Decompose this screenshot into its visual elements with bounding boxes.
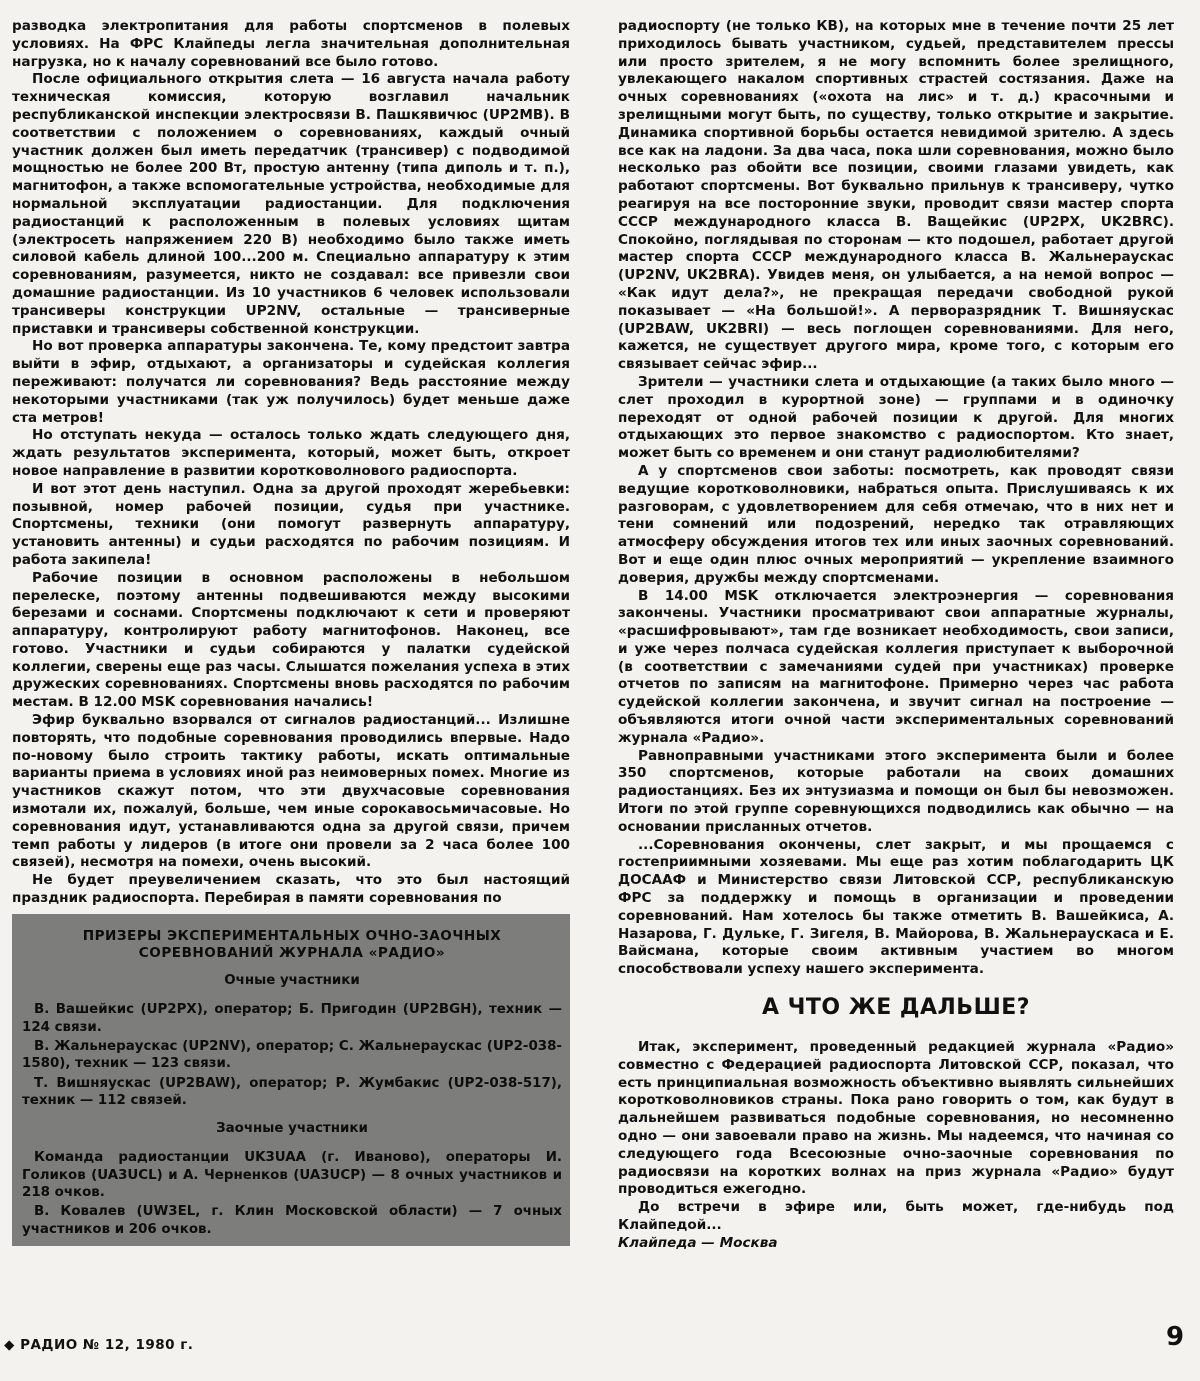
winners-box-title: ПРИЗЕРЫ ЭКСПЕРИМЕНТАЛЬНЫХ ОЧНО-ЗАОЧНЫХ СОРЕВНОВАНИЙ ЖУРНАЛА «РАДИО»: [82, 927, 502, 961]
right-column: [618, 18, 1174, 1253]
left-column: [12, 18, 570, 1246]
article-paragraph: Зрители — участники слета и отдыхающие (а таких было много — слет проходил в курортной зоне) — группами и в одиночку переходят от одной рабочей позиции к другой. Для многих отдыхающих это первое знакомство с радиоспортом. Кто знает, может быть со временем и они станут радиолюбителями?: [618, 373, 1174, 462]
article-paragraph: радиоспорту (не только КВ), на которых мне в течение почти 25 лет приходилось бывать участником, судьей, представителем прессы или просто зрителем, я не могу вспомнить более зрелищного, увлекающего накалом спортивных страстей состязания. Даже на очных соревнованиях («охота на лис» и т. д.) красочными и зрелищными могут быть, по существу, только открытие и закрытие. Динамика спортивной борьбы остается невидимой зрителю. А здесь все как на ладони. За два часа, пока шли соревнования, можно было несколько раз обойти все позиции, своими глазами увидеть, как работают спортсмены. Вот буквально прильнув к трансиверу, чутко реагируя на все посторонние звуки, проводит связи мастер спорта СССР международного класса В. Ващейкис (UP2PX, UK2BRC). Спокойно, поглядывая по сторонам — кто подошел, работает другой мастер спорта СССР международного класса В. Жальнераускас (UP2NV, UK2BRA). Увидев меня, он улыбается, а на немой вопрос — «Как идут дела?», не прекращая передачи свободной рукой показывает — «На большой!». А перворазрядник Т. Вишняускас (UP2BAW, UK2BRI) — весь поглощен соревнованиями. Для него, кажется, не существует другого мира, кроме того, с которым его связывает сейчас эфир...: [618, 18, 1174, 373]
article-paragraph: Но отступать некуда — осталось только ждать следующего дня, ждать результатов эксперимента, который, может быть, откроет новое направление в развитии коротковолнового радиоспорта.: [12, 427, 570, 479]
article-paragraph: Но вот проверка аппаратуры закончена. Те, кому предстоит завтра выйти в эфир, отдыхают, а организаторы и судейская коллегия переживают: получатся ли соревнования? Ведь расстояние между некоторыми участниками (так уж получилось) будет меньше даже ста метров!: [12, 338, 570, 426]
article-paragraph: Не будет преувеличением сказать, что это был настоящий праздник радиоспорта. Перебирая в памяти соревнования по: [12, 872, 570, 907]
signoff: Клайпеда — Москва: [618, 1234, 778, 1251]
winner-entry: Команда радиостанции UK3UAA (г. Иваново), операторы И. Голиков (UA3UCL) и А. Черненков (UA3UCP) — 8 очных участников и 218 очков.: [22, 1150, 562, 1200]
article-paragraph: После официального открытия слета — 16 августа начала работу техническая комиссия, которую возглавил начальник республиканской инспекции электросвязи В. Пашкявичюс (UP2MB). В соответствии с положением о соревнованиях, каждый очный участник должен был иметь передатчик (трансивер) с подводимой мощностью не более 200 Вт, простую антенну (типа диполь и т. п.), магнитофон, а также вспомогательные устройства, необходимые для нормальной эксплуатации радиостанции. Для подключения радиостанций к расположенным в полевых условиях щитам (электросеть напряжением 220 В) необходимо было также иметь силовой кабель длиной 100...200 м. Специально аппаратуру к этим соревнованиям, разумеется, никто не создавал: все привезли свои домашние радиостанции. Из 10 участников 6 человек использовали трансиверы конструкции UP2NV, остальные — трансиверные приставки и трансиверы собственной конструкции.: [12, 71, 570, 337]
remote-participants-heading: Заочные участники: [216, 1120, 368, 1136]
article-paragraph: В 14.00 MSK отключается электроэнергия — соревнования закончены. Участники просматривают свои аппаратные журналы, «расшифровывают», там где возникает необходимость, свои записи, и уже через полчаса судейская коллегия приступает к выборочной (в соответствии с замечаниями судей при участниках) проверке отчетов по записям на магнитофоне. Примерно через час работа судейской коллегии закончена, и звучит сигнал на построение — объявляются итоги очной части экспериментальных соревнований журнала «Радио».: [618, 587, 1174, 746]
winners-box: [12, 914, 570, 1246]
article-paragraph: Эфир буквально взорвался от сигналов радиостанций... Излишне повторять, что подобные соревнования проводились впервые. Надо по-новому было строить тактику работы, искать оптимальные варианты приема в условиях иной раз неимоверных помех. Многие из участников скажут потом, что эти двухчасовые соревнования измотали их, пожалуй, больше, чем иные сорокавосьмичасовые. Но соревнования идут, устанавливаются одна за другой связи, причем темп работы у лидеров (в итоге они провели за 2 часа более 100 связей), несмотря на помехи, очень высокий.: [12, 712, 570, 871]
article-paragraph: И вот этот день наступил. Одна за другой проходят жеребьевки: позывной, номер рабочей позиции, судья при участнике. Спортсмены, техники (они помогут развернуть аппаратуру, установить антенны) и судьи расходятся по рабочим позициям. И работа закипела!: [12, 480, 570, 568]
article-paragraph: Рабочие позиции в основном расположены в небольшом перелеске, поэтому антенны подвешиваются между высокими березами и соснами. Спортсмены подключают к сети и проверяют аппаратуру, контролируют работу магнитофонов. Наконец, все готово. Участники и судьи собираются у палатки судейской коллегии, сверены еще раз часы. Слышатся пожелания успеха в этих дружеских соревнованиях. Спортсмены вновь расходятся по рабочим местам. В 12.00 MSK соревнования начались!: [12, 569, 570, 711]
article-paragraph: А у спортсменов свои заботы: посмотреть, как проводят связи ведущие коротковолновики, набраться опыта. Прислушиваясь к их разговорам, с удовлетворением для себя отмечаю, что в них нет и тени сомнений или подозрений, нередко так отравляющих атмосферу обсуждения итогов тех или иных заочных соревнований. Вот и еще один плюс очных мероприятий — укрепление взаимного доверия, дружбы между спортсменами.: [618, 462, 1174, 586]
article-paragraph: ...Соревнования окончены, слет закрыт, и мы прощаемся с гостеприимными хозяевами. Мы еще раз хотим поблагодарить ЦК ДОСААФ и Министерство связи Литовской ССР, республиканскую ФРС за поддержку и помощь в организации и проведении соревнований. Нам хотелось бы также отметить В. Вашейкиса, А. Назарова, Г. Дульке, Г. Зигеля, В. Майорова, В. Жальнераускаса и Е. Вайсмана, которые своим активным участием во многом способствовали успеху нашего эксперимента.: [618, 836, 1174, 978]
article-paragraph: До встречи в эфире или, быть может, где-нибудь под Клайпедой...: [618, 1199, 1174, 1233]
winner-entry: Т. Вишняускас (UP2BAW), оператор; Р. Жумбакис (UP2-038-517), техник — 112 связей.: [22, 1075, 562, 1109]
page-number: 9: [1166, 1322, 1185, 1352]
article-paragraph: разводка электропитания для работы спортсменов в полевых условиях. На ФРС Клайпеды легла значительная дополнительная нагрузка, но к началу соревнований все было готово.: [12, 18, 570, 70]
section-heading: А ЧТО ЖЕ ДАЛЬШЕ?: [761, 995, 1031, 1021]
winner-entry: В. Вашейкис (UP2PX), оператор; Б. Пригодин (UP2BGH), техник — 124 связи.: [22, 1002, 562, 1035]
article-paragraph: Итак, эксперимент, проведенный редакцией журнала «Радио» совместно с Федерацией радиоспорта Литовской ССР, показал, что есть принципиальная возможность объективно выявлять сильнейших коротковолновиков страны. Пока рано говорить о том, как будут в дальнейшем развиваться подобные соревнования, но несомненно одно — они завоевали право на жизнь. Мы надеемся, что начиная со следующего года Всесоюзные очно-заочные соревнования по радиосвязи на коротких волнах на приз журнала «Радио» будут проводиться ежегодно.: [618, 1039, 1174, 1198]
winner-entry: В. Жальнераускас (UP2NV), оператор; С. Жальнераускас (UP2-038-1580), техник — 123 связи.: [22, 1039, 562, 1072]
winner-entry: В. Ковалев (UW3EL, г. Клин Московской области) — 7 очных участников и 206 очков.: [22, 1204, 562, 1237]
footer-masthead: ◆ РАДИО № 12, 1980 г.: [4, 1337, 194, 1353]
onsite-participants-heading: Очные участники: [224, 972, 360, 988]
article-paragraph: Равноправными участниками этого эксперимента были и более 350 спортсменов, которые работали на своих домашних радиостанциях. Без их энтузиазма и помощи он был бы невозможен. Итоги по этой группе соревнующихся подводились как обычно — на основании присланных отчетов.: [618, 747, 1174, 835]
